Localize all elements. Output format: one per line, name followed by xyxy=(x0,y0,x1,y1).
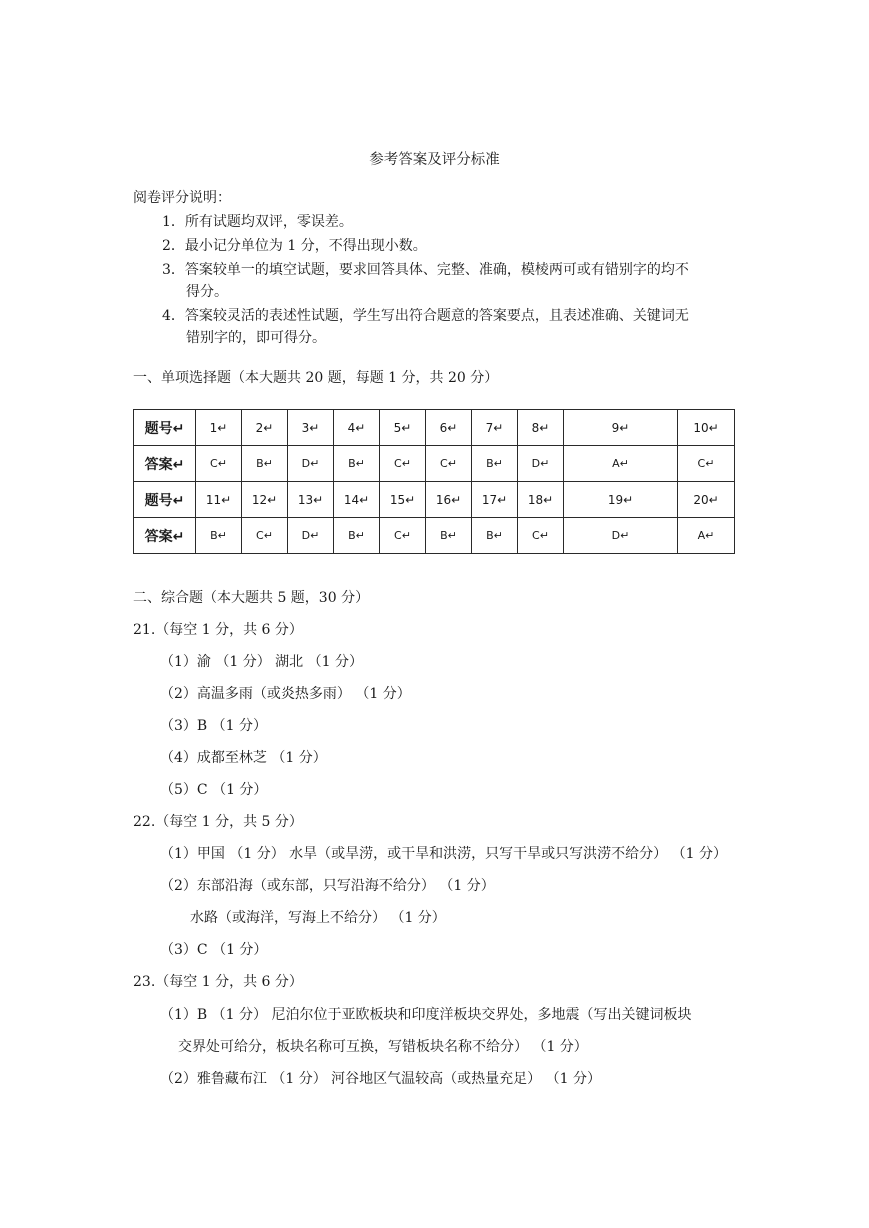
q23-answer-1-cont: 交界处可给分，板块名称可互换，写错板块名称不给分） （1 分） xyxy=(178,1039,588,1055)
note-2: 2．最小记分单位为 1 分，不得出现小数。 xyxy=(162,238,427,254)
table-cell: D↵ xyxy=(564,518,678,554)
note-4: 4．答案较灵活的表述性试题，学生写出符合题意的答案要点，且表述准确、关键词无 xyxy=(162,308,689,324)
table-cell: 答案↵ xyxy=(134,518,196,554)
table-cell: 17↵ xyxy=(472,482,518,518)
table-cell: 5↵ xyxy=(380,410,426,446)
section-1-heading: 一、单项选择题（本大题共 20 题，每题 1 分，共 20 分） xyxy=(133,370,499,386)
section-2-heading: 二、综合题（本大题共 5 题，30 分） xyxy=(133,590,370,606)
table-cell: 9↵ xyxy=(564,410,678,446)
table-cell: 3↵ xyxy=(288,410,334,446)
note-3-cont: 得分。 xyxy=(186,284,228,300)
q23-answer-1: （1）B （1 分） 尼泊尔位于亚欧板块和印度洋板块交界处，多地震（写出关键词板块 xyxy=(160,1007,692,1023)
table-cell: 18↵ xyxy=(518,482,564,518)
q22-answer-2: （2）东部沿海（或东部，只写沿海不给分） （1 分） xyxy=(160,878,495,894)
q21-answer-3: （3）B （1 分） xyxy=(160,718,268,734)
table-row xyxy=(134,446,735,482)
table-row xyxy=(134,518,735,554)
table-cell: 2↵ xyxy=(242,410,288,446)
table-cell: 14↵ xyxy=(334,482,380,518)
table-cell: 10↵ xyxy=(678,410,735,446)
table-cell: 1↵ xyxy=(196,410,242,446)
note-1: 1．所有试题均双评，零误差。 xyxy=(162,214,353,230)
table-cell: C↵ xyxy=(242,518,288,554)
table-cell: C↵ xyxy=(380,446,426,482)
q21-answer-5: （5）C （1 分） xyxy=(160,782,268,798)
q21-heading: 21.（每空 1 分，共 6 分） xyxy=(133,622,303,638)
q23-answer-2: （2）雅鲁藏布江 （1 分） 河谷地区气温较高（或热量充足） （1 分） xyxy=(160,1071,601,1087)
table-cell: 15↵ xyxy=(380,482,426,518)
table-cell: 12↵ xyxy=(242,482,288,518)
answer-table xyxy=(133,409,735,554)
table-cell: 4↵ xyxy=(334,410,380,446)
table-cell: A↵ xyxy=(678,518,735,554)
table-row xyxy=(134,410,735,446)
table-cell: B↵ xyxy=(334,518,380,554)
note-3: 3．答案较单一的填空试题，要求回答具体、完整、准确，模棱两可或有错别字的均不 xyxy=(162,262,689,278)
table-cell: 19↵ xyxy=(564,482,678,518)
table-cell: B↵ xyxy=(472,518,518,554)
q23-heading: 23.（每空 1 分，共 6 分） xyxy=(133,974,303,990)
q22-answer-2-cont: 水路（或海洋，写海上不给分） （1 分） xyxy=(190,910,446,926)
table-cell: C↵ xyxy=(678,446,735,482)
table-cell: B↵ xyxy=(242,446,288,482)
page-title: 参考答案及评分标准 xyxy=(369,152,500,168)
table-cell: C↵ xyxy=(380,518,426,554)
table-cell: A↵ xyxy=(564,446,678,482)
table-cell: 题号↵ xyxy=(134,410,196,446)
table-cell: D↵ xyxy=(518,446,564,482)
table-cell: 题号↵ xyxy=(134,482,196,518)
table-row xyxy=(134,482,735,518)
table-cell: 16↵ xyxy=(426,482,472,518)
notes-heading: 阅卷评分说明： xyxy=(133,190,231,206)
table-cell: B↵ xyxy=(472,446,518,482)
table-cell: B↵ xyxy=(196,518,242,554)
table-cell: D↵ xyxy=(288,518,334,554)
table-cell: C↵ xyxy=(196,446,242,482)
table-cell: 13↵ xyxy=(288,482,334,518)
table-cell: 6↵ xyxy=(426,410,472,446)
q22-answer-1: （1）甲国 （1 分） 水旱（或旱涝，或干旱和洪涝，只写干旱或只写洪涝不给分） （1 分） xyxy=(160,846,727,862)
table-cell: B↵ xyxy=(426,518,472,554)
table-cell: 11↵ xyxy=(196,482,242,518)
table-cell: 答案↵ xyxy=(134,446,196,482)
table-cell: D↵ xyxy=(288,446,334,482)
table-cell: B↵ xyxy=(334,446,380,482)
q22-heading: 22.（每空 1 分，共 5 分） xyxy=(133,814,303,830)
note-4-cont: 错别字的，即可得分。 xyxy=(186,330,326,346)
q22-answer-3: （3）C （1 分） xyxy=(160,942,268,958)
table-cell: 8↵ xyxy=(518,410,564,446)
table-cell: C↵ xyxy=(426,446,472,482)
q21-answer-1: （1）渝 （1 分） 湖北 （1 分） xyxy=(160,654,363,670)
table-cell: 7↵ xyxy=(472,410,518,446)
table-cell: 20↵ xyxy=(678,482,735,518)
q21-answer-4: （4）成都至林芝 （1 分） xyxy=(160,750,327,766)
table-cell: C↵ xyxy=(518,518,564,554)
q21-answer-2: （2）高温多雨（或炎热多雨） （1 分） xyxy=(160,686,411,702)
